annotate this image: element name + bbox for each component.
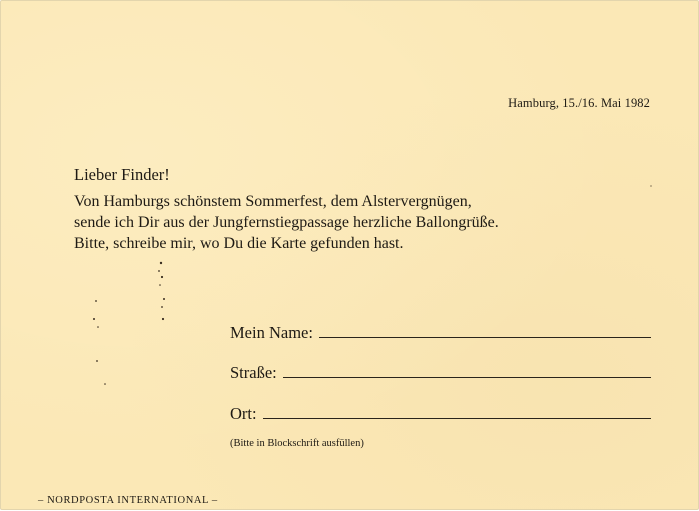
city-field[interactable] (230, 404, 651, 424)
paper-specks (1, 1, 699, 511)
name-write-line[interactable] (319, 336, 651, 338)
block-letters-hint: (Bitte in Blockschrift ausfüllen) (230, 438, 364, 449)
message-line: Von Hamburgs schönstem Sommerfest, dem Alstervergnügen, (74, 193, 472, 210)
message-line: sende ich Dir aus der Jungfernstiegpassage herzliche Ballongrüße. (74, 214, 499, 231)
date-line: Hamburg, 15./16. Mai 1982 (508, 96, 650, 110)
greeting: Lieber Finder! (74, 165, 170, 184)
message-body (74, 191, 499, 254)
city-label: Ort: (230, 404, 257, 423)
street-field[interactable] (230, 363, 651, 383)
street-write-line[interactable] (283, 376, 651, 378)
name-label: Mein Name: (230, 323, 313, 342)
city-write-line[interactable] (263, 417, 651, 419)
message-line: Bitte, schreibe mir, wo Du die Karte gefunden hast. (74, 235, 404, 252)
street-label: Straße: (230, 363, 277, 382)
name-field[interactable] (230, 323, 651, 343)
publisher-footer: – NORDPOSTA INTERNATIONAL – (38, 495, 218, 506)
